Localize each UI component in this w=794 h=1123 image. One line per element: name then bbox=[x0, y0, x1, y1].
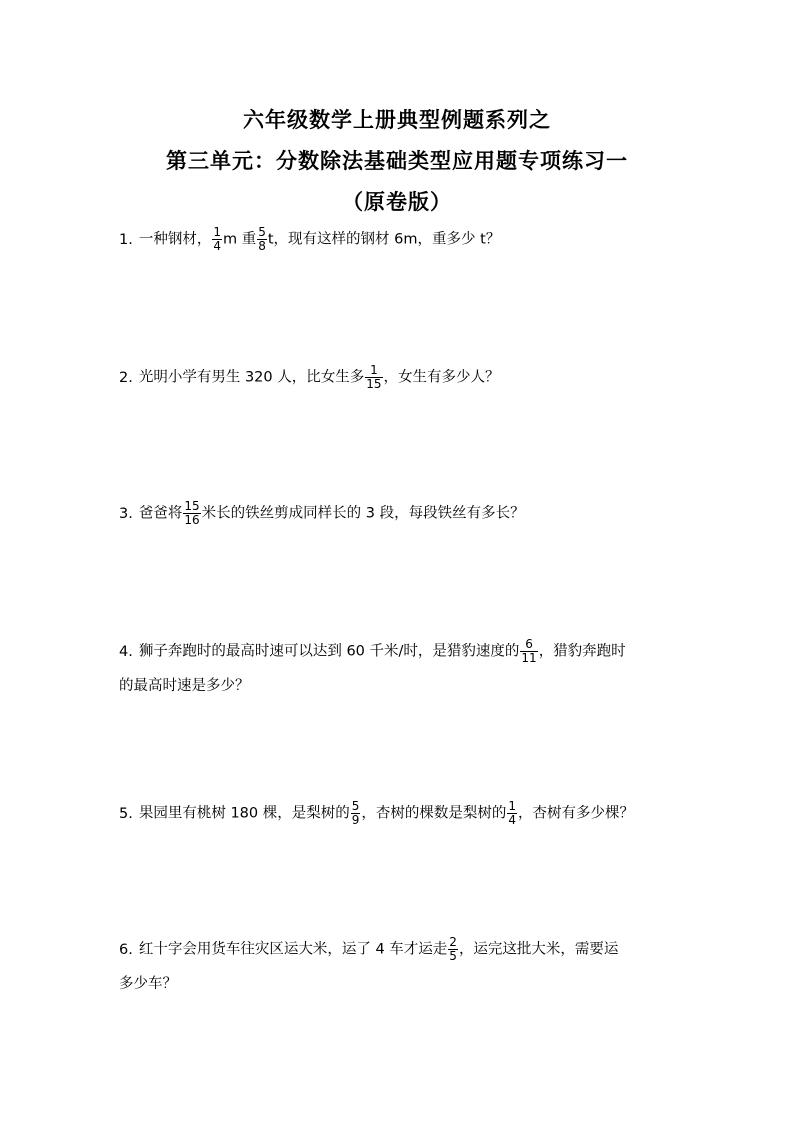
question-text: ，杏树有多少棵？ bbox=[518, 805, 635, 822]
numerator: 1 bbox=[213, 225, 221, 239]
fraction bbox=[257, 226, 267, 253]
question-text: 米长的铁丝剪成同样长的 3 段，每段铁丝有多长？ bbox=[201, 505, 525, 522]
question-6 bbox=[119, 935, 679, 992]
question-1 bbox=[119, 226, 679, 253]
question-number: 4. bbox=[119, 643, 133, 660]
fraction bbox=[351, 800, 361, 827]
denominator: 11 bbox=[521, 651, 537, 665]
question-text: ，运完这批大米，需要运 bbox=[458, 941, 619, 958]
denominator: 5 bbox=[449, 949, 457, 963]
denominator: 8 bbox=[258, 239, 266, 253]
fraction bbox=[507, 800, 517, 827]
question-text: ，女生有多少人？ bbox=[383, 369, 500, 386]
numerator: 2 bbox=[449, 935, 457, 949]
title-line-3: （原卷版） bbox=[342, 190, 452, 214]
numerator: 15 bbox=[184, 499, 200, 513]
question-4 bbox=[119, 637, 679, 694]
denominator: 9 bbox=[351, 813, 360, 827]
question-number: 2. bbox=[119, 369, 133, 386]
question-text: 爸爸将 bbox=[138, 505, 183, 522]
question-2 bbox=[119, 364, 679, 391]
question-3 bbox=[119, 500, 679, 527]
question-text: 一种钢材， bbox=[138, 231, 212, 248]
question-text: ，杏树的棵数是梨树的 bbox=[361, 805, 507, 822]
question-5 bbox=[119, 800, 679, 827]
question-text-continued: 多少车？ bbox=[119, 976, 177, 992]
fraction bbox=[212, 226, 222, 253]
question-text: m 重 bbox=[222, 231, 257, 248]
question-text: t，现有这样的钢材 6m，重多少 t？ bbox=[267, 231, 501, 248]
fraction bbox=[448, 936, 458, 963]
denominator: 4 bbox=[213, 239, 221, 253]
question-number: 5. bbox=[119, 805, 133, 822]
numerator: 5 bbox=[258, 225, 266, 239]
question-text: ，猎豹奔跑时 bbox=[538, 643, 626, 660]
denominator: 15 bbox=[366, 377, 382, 391]
question-text-continued: 的最高时速是多少？ bbox=[119, 678, 250, 694]
numerator: 6 bbox=[520, 638, 537, 652]
numerator: 1 bbox=[365, 364, 382, 378]
denominator: 16 bbox=[184, 513, 200, 527]
question-text: 果园里有桃树 180 棵，是梨树的 bbox=[138, 805, 350, 822]
fraction bbox=[520, 638, 537, 665]
question-text: 狮子奔跑时的最高时速可以达到 60 千米/时，是猎豹速度的 bbox=[138, 643, 520, 660]
question-text: 红十字会用货车往灾区运大米，运了 4 车才运走 bbox=[138, 941, 448, 958]
question-number: 6. bbox=[119, 941, 133, 958]
question-number: 3. bbox=[119, 505, 133, 522]
fraction bbox=[365, 364, 382, 391]
numerator: 1 bbox=[508, 799, 517, 813]
title-line-2: 第三单元：分数除法基础类型应用题专项练习一 bbox=[166, 149, 628, 173]
numerator: 5 bbox=[351, 799, 360, 813]
question-number: 1. bbox=[119, 231, 133, 248]
fraction bbox=[183, 500, 200, 527]
title-line-1: 六年级数学上册典型例题系列之 bbox=[243, 108, 551, 132]
question-text: 光明小学有男生 320 人，比女生多 bbox=[138, 369, 365, 386]
denominator: 4 bbox=[508, 813, 517, 827]
